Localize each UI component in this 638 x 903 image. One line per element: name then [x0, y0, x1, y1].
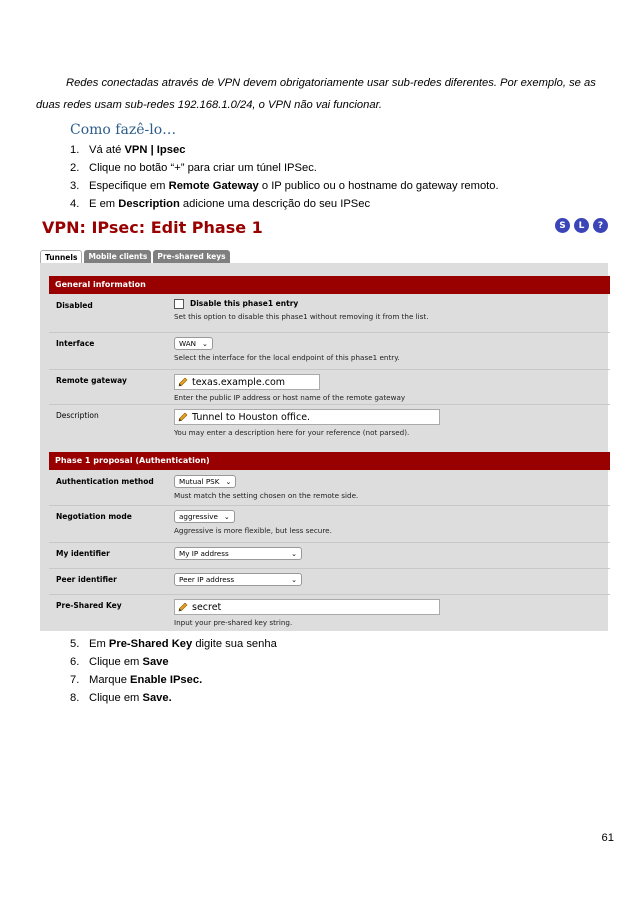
interface-label: Interface	[56, 339, 95, 348]
description-input[interactable]	[174, 409, 440, 425]
step-item: 4. E em Description adicione uma descrição do seu IPSec	[70, 198, 371, 210]
pencil-icon	[177, 376, 189, 388]
disable-phase1-checkbox-label: Disable this phase1 entry	[190, 299, 299, 308]
interface-select[interactable]	[174, 337, 213, 350]
auth-method-hint: Must match the setting chosen on the remote side.	[174, 491, 359, 500]
row-description	[49, 405, 610, 440]
pencil-icon	[177, 411, 189, 423]
auth-method-select[interactable]	[174, 475, 236, 488]
peer-identifier-select[interactable]	[174, 573, 302, 586]
step-item: 3. Especifique em Remote Gateway o IP publico ou o hostname do gateway remoto.	[70, 180, 499, 192]
step-item: 2. Clique no botão “+” para criar um túnel IPSec.	[70, 162, 317, 174]
description-value: Tunnel to Houston office.	[192, 411, 311, 423]
row-peer-identifier	[49, 569, 610, 595]
tab-mobile-clients[interactable]: Mobile clients	[84, 250, 151, 264]
row-interface	[49, 333, 610, 370]
steps-list-a	[70, 141, 499, 213]
log-icon[interactable]: L	[574, 218, 589, 233]
step-item: 8. Clique em Save.	[70, 692, 172, 704]
pre-shared-key-input[interactable]	[174, 599, 440, 615]
interface-value: WAN	[179, 339, 197, 348]
form-panel	[40, 263, 608, 631]
remote-gateway-value: texas.example.com	[192, 376, 286, 388]
chevron-down-icon: ⌄	[223, 513, 230, 521]
remote-gateway-label: Remote gateway	[56, 376, 127, 385]
auth-method-value: Mutual PSK	[179, 477, 220, 486]
chevron-down-icon: ⌄	[291, 549, 297, 558]
step-item: 7. Marque Enable IPsec.	[70, 674, 203, 686]
row-my-identifier	[49, 543, 610, 569]
my-identifier-select[interactable]	[174, 547, 302, 560]
row-disabled	[49, 295, 610, 333]
tab-pre-shared-keys[interactable]: Pre-shared keys	[153, 250, 229, 264]
negotiation-mode-hint: Aggressive is more flexible, but less secure.	[174, 526, 332, 535]
disabled-label: Disabled	[56, 301, 93, 310]
pencil-icon	[177, 601, 189, 613]
negotiation-mode-select[interactable]	[174, 510, 235, 523]
section-phase1-proposal: Phase 1 proposal (Authentication)	[49, 452, 610, 470]
tab-bar	[40, 250, 230, 264]
row-remote-gateway	[49, 370, 610, 405]
row-pre-shared-key	[49, 595, 610, 629]
interface-hint: Select the interface for the local endpoint of this phase1 entry.	[174, 353, 400, 362]
step-item: 5. Em Pre-Shared Key digite sua senha	[70, 638, 277, 650]
step-item: 6. Clique em Save	[70, 656, 169, 668]
row-auth-method	[49, 471, 610, 506]
disable-phase1-checkbox[interactable]	[174, 299, 184, 309]
howto-heading: Como fazê-lo…	[70, 122, 177, 138]
chevron-down-icon: ⌄	[225, 478, 232, 486]
row-negotiation-mode	[49, 506, 610, 543]
negotiation-mode-value: aggressive	[179, 512, 218, 521]
pre-shared-key-hint: Input your pre-shared key string.	[174, 618, 293, 627]
chevron-down-icon: ⌄	[202, 340, 208, 348]
help-icons	[555, 218, 608, 233]
my-identifier-value: My IP address	[179, 549, 229, 558]
pre-shared-key-label: Pre-Shared Key	[56, 601, 122, 610]
disabled-hint: Set this option to disable this phase1 without removing it from the list.	[174, 312, 429, 321]
description-hint: You may enter a description here for your reference (not parsed).	[174, 428, 410, 437]
remote-gateway-hint: Enter the public IP address or host name of the remote gateway	[174, 393, 406, 402]
steps-list-b	[70, 635, 277, 707]
intro-paragraph: Redes conectadas através de VPN devem obrigatoriamente usar sub-redes diferentes. Por exemplo, se as duas redes usam sub-redes 192.168.1.0/24, o VPN não vai funcionar.	[36, 77, 596, 111]
peer-identifier-label: Peer identifier	[56, 575, 117, 584]
peer-identifier-value: Peer IP address	[179, 575, 235, 584]
page-number: 61	[601, 832, 614, 844]
page-title: VPN: IPsec: Edit Phase 1	[42, 218, 263, 237]
status-icon[interactable]: S	[555, 218, 570, 233]
pre-shared-key-value: secret	[192, 601, 222, 613]
my-identifier-label: My identifier	[56, 549, 110, 558]
chevron-down-icon: ⌄	[291, 575, 297, 584]
auth-method-label: Authentication method	[56, 477, 154, 486]
step-item: 1. Vá até VPN | Ipsec	[70, 144, 186, 156]
help-icon[interactable]: ?	[593, 218, 608, 233]
description-label: Description	[56, 411, 99, 420]
pfsense-screenshot	[36, 214, 614, 632]
negotiation-mode-label: Negotiation mode	[56, 512, 132, 521]
remote-gateway-input[interactable]	[174, 374, 320, 390]
section-general-information: General information	[49, 276, 610, 294]
tab-tunnels[interactable]: Tunnels	[40, 250, 82, 264]
